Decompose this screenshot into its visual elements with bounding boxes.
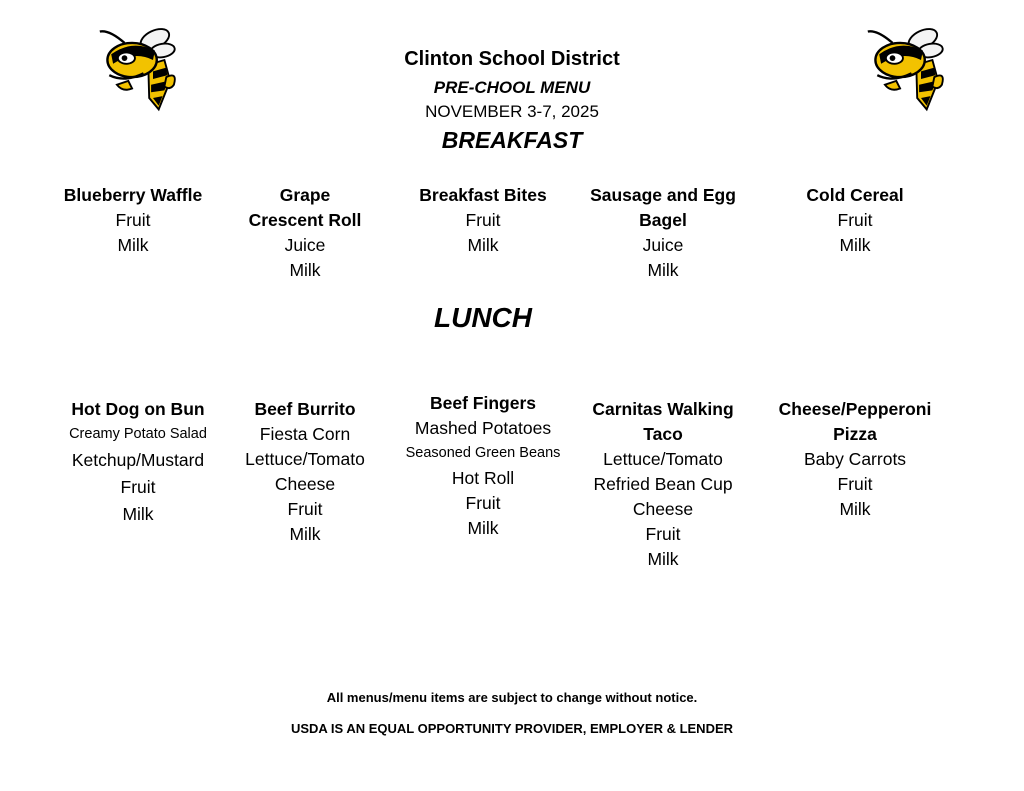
breakfast-day-1-title: Blueberry Waffle xyxy=(63,185,203,205)
breakfast-day-1 xyxy=(38,183,228,258)
breakfast-day-3-item: Fruit xyxy=(465,210,501,230)
lunch-day-5 xyxy=(760,397,950,522)
lunch-day-2-item: Fiesta Corn xyxy=(259,424,351,444)
lunch-day-4-title: Taco xyxy=(643,424,683,444)
breakfast-day-5-title: Cold Cereal xyxy=(806,185,904,205)
lunch-day-3-item: Milk xyxy=(467,518,499,538)
lunch-day-1 xyxy=(43,397,233,528)
lunch-day-2-item: Cheese xyxy=(274,474,336,494)
lunch-day-3-item: Seasoned Green Beans xyxy=(405,445,561,461)
breakfast-day-2 xyxy=(210,183,400,283)
lunch-day-2-item: Milk xyxy=(289,524,321,544)
menu-subtitle: PRE-CHOOL MENU xyxy=(433,78,591,97)
lunch-day-1-item: Fruit xyxy=(120,477,156,497)
breakfast-day-3 xyxy=(388,183,578,258)
usda-statement: USDA IS AN EQUAL OPPORTUNITY PROVIDER, EMPLOYER & LENDER xyxy=(290,721,734,736)
lunch-day-1-title: Hot Dog on Bun xyxy=(71,399,205,419)
breakfast-day-4 xyxy=(568,183,758,283)
lunch-day-3-item: Fruit xyxy=(465,493,501,513)
breakfast-day-2-title: Crescent Roll xyxy=(248,210,362,230)
lunch-day-2-item: Fruit xyxy=(287,499,323,519)
lunch-day-5-title: Cheese/Pepperoni xyxy=(778,399,932,419)
lunch-day-2-title: Beef Burrito xyxy=(254,399,356,419)
breakfast-day-2-title: Grape xyxy=(279,185,331,205)
lunch-day-2-item: Lettuce/Tomato xyxy=(245,449,365,469)
breakfast-day-1-item: Fruit xyxy=(115,210,151,230)
lunch-day-4-item: Fruit xyxy=(645,524,681,544)
lunch-day-5-item: Fruit xyxy=(837,474,873,494)
breakfast-day-4-item: Juice xyxy=(642,235,684,255)
district-title: Clinton School District xyxy=(404,48,620,70)
lunch-day-5-title: Pizza xyxy=(833,424,877,444)
breakfast-day-5-item: Milk xyxy=(839,235,871,255)
lunch-day-1-item: Creamy Potato Salad xyxy=(69,426,207,442)
lunch-day-4-item: Milk xyxy=(647,549,679,569)
breakfast-day-5-item: Fruit xyxy=(837,210,873,230)
lunch-day-4-item: Cheese xyxy=(632,499,694,519)
lunch-day-4-item: Lettuce/Tomato xyxy=(603,449,723,469)
menu-dates: NOVEMBER 3-7, 2025 xyxy=(425,102,599,121)
breakfast-day-2-item: Juice xyxy=(284,235,326,255)
lunch-day-4 xyxy=(568,397,758,572)
change-notice: All menus/menu items are subject to change without notice. xyxy=(326,690,698,705)
breakfast-day-4-item: Milk xyxy=(647,260,679,280)
breakfast-day-5 xyxy=(760,183,950,258)
breakfast-day-4-title: Bagel xyxy=(639,210,687,230)
lunch-day-2 xyxy=(210,397,400,547)
lunch-day-3-item: Hot Roll xyxy=(451,468,515,488)
lunch-day-1-item: Milk xyxy=(122,504,154,524)
breakfast-day-2-item: Milk xyxy=(289,260,321,280)
breakfast-heading: BREAKFAST xyxy=(441,127,583,153)
lunch-day-3-title: Beef Fingers xyxy=(430,393,536,413)
breakfast-day-4-title: Sausage and Egg xyxy=(590,185,736,205)
breakfast-day-3-title: Breakfast Bites xyxy=(419,185,547,205)
lunch-day-4-title: Carnitas Walking xyxy=(592,399,734,419)
lunch-day-3-item: Mashed Potatoes xyxy=(414,418,552,438)
lunch-day-5-item: Baby Carrots xyxy=(803,449,907,469)
lunch-heading: LUNCH xyxy=(434,302,532,333)
breakfast-day-1-item: Milk xyxy=(117,235,149,255)
breakfast-day-3-item: Milk xyxy=(467,235,499,255)
lunch-day-4-item: Refried Bean Cup xyxy=(593,474,733,494)
lunch-day-1-item: Ketchup/Mustard xyxy=(71,450,205,470)
lunch-day-5-item: Milk xyxy=(839,499,871,519)
lunch-day-3 xyxy=(388,391,578,541)
